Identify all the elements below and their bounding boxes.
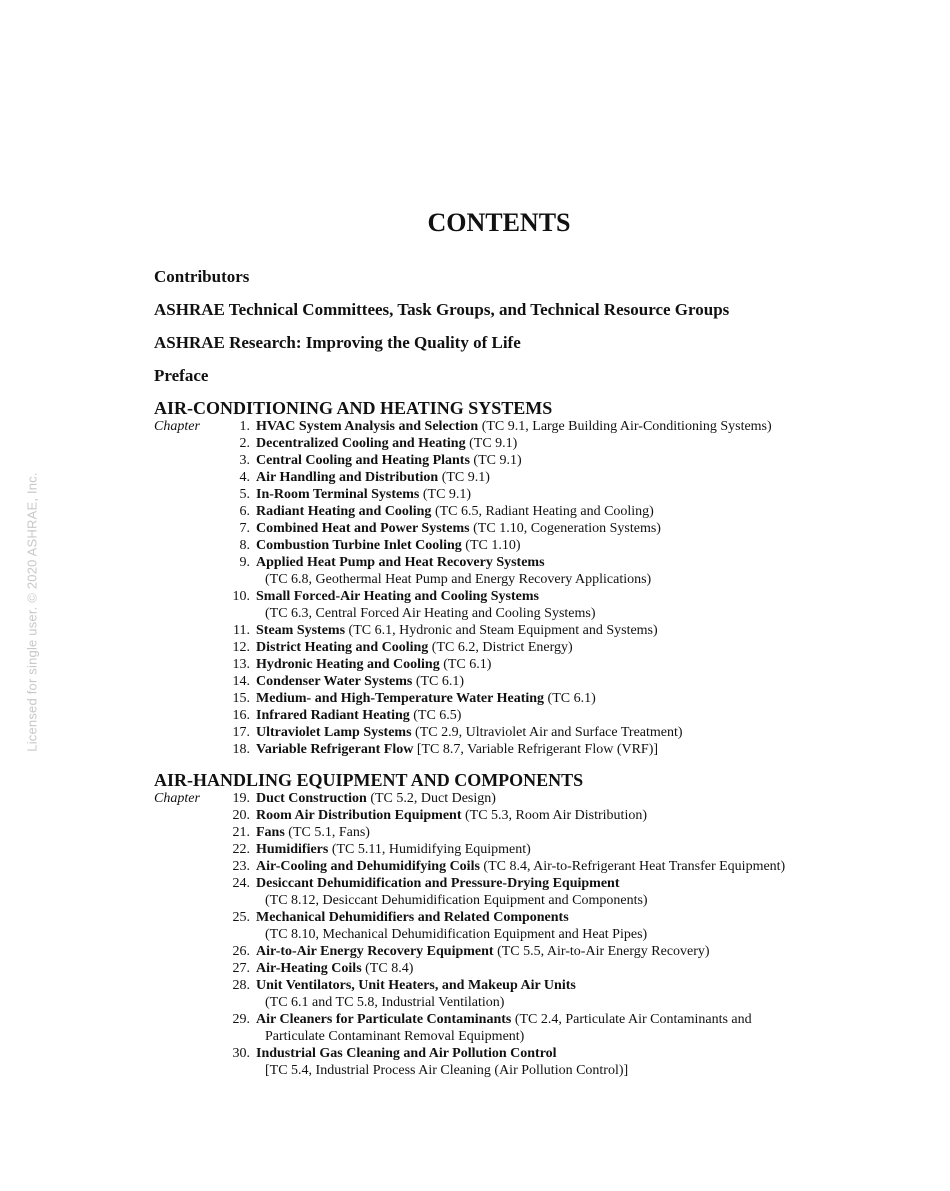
- chapter-title[interactable]: Humidifiers: [256, 842, 329, 857]
- sections-container: [154, 398, 934, 1079]
- chapter-title[interactable]: Fans: [256, 825, 285, 840]
- chapter-entry[interactable]: [154, 690, 934, 707]
- toc-section: [154, 398, 934, 758]
- chapter-body: [256, 554, 934, 588]
- chapter-number: 10.: [232, 589, 250, 604]
- chapter-title[interactable]: Central Cooling and Heating Plants: [256, 453, 470, 468]
- chapter-committee-note: (TC 6.5): [409, 708, 462, 723]
- chapter-body: [256, 858, 934, 875]
- chapter-number: 8.: [239, 538, 250, 553]
- chapter-committee-note: (TC 5.5, Air-to-Air Energy Recovery): [493, 944, 710, 959]
- chapter-committee-note: (TC 8.4): [361, 961, 414, 976]
- chapter-entry[interactable]: [154, 1011, 934, 1045]
- chapter-body: [256, 520, 934, 537]
- chapter-number: 24.: [232, 876, 250, 891]
- chapter-entry[interactable]: [154, 977, 934, 1011]
- chapter-number: 1.: [239, 419, 250, 434]
- chapter-body: [256, 452, 934, 469]
- chapter-number: 18.: [232, 742, 250, 757]
- chapter-title[interactable]: Hydronic Heating and Cooling: [256, 657, 440, 672]
- chapter-number: 2.: [239, 436, 250, 451]
- chapter-entry[interactable]: [154, 435, 934, 452]
- chapter-title[interactable]: Ultraviolet Lamp Systems: [256, 725, 412, 740]
- chapter-committee-note: (TC 6.1): [412, 674, 465, 689]
- chapter-body: [256, 418, 934, 435]
- chapter-entry[interactable]: [154, 724, 934, 741]
- license-watermark: Licensed for single user. © 2020 ASHRAE, Inc.: [24, 472, 40, 752]
- chapter-label: Chapter: [154, 791, 200, 806]
- chapter-title[interactable]: Combined Heat and Power Systems: [256, 521, 470, 536]
- chapter-body: [256, 690, 934, 707]
- chapter-committee-note: (TC 6.2, District Energy): [428, 640, 573, 655]
- chapter-committee-note-continued: (TC 6.8, Geothermal Heat Pump and Energy Recovery Applications): [265, 572, 652, 587]
- chapter-committee-note-continued: (TC 6.1 and TC 5.8, Industrial Ventilation): [265, 995, 505, 1010]
- chapter-title[interactable]: Desiccant Dehumidification and Pressure-Drying Equipment: [256, 876, 620, 891]
- chapter-body: [256, 909, 934, 943]
- chapter-title[interactable]: Air-Cooling and Dehumidifying Coils: [256, 859, 480, 874]
- chapter-entry[interactable]: [154, 418, 934, 435]
- chapter-committee-note: (TC 9.1): [465, 436, 518, 451]
- front-matter-list: [154, 266, 934, 398]
- chapter-body: [256, 486, 934, 503]
- chapter-entry[interactable]: [154, 707, 934, 724]
- chapter-entry[interactable]: [154, 1045, 934, 1079]
- chapter-body: [256, 707, 934, 724]
- chapter-number: 17.: [232, 725, 250, 740]
- table-of-contents: [154, 266, 934, 1079]
- chapter-title[interactable]: In-Room Terminal Systems: [256, 487, 420, 502]
- chapter-number: 20.: [232, 808, 250, 823]
- chapter-number: 14.: [232, 674, 250, 689]
- chapter-title[interactable]: Air Cleaners for Particulate Contaminants: [256, 1012, 512, 1027]
- chapter-number: 29.: [232, 1012, 250, 1027]
- chapter-committee-note: (TC 2.9, Ultraviolet Air and Surface Treatment): [411, 725, 683, 740]
- chapter-committee-note: (TC 6.5, Radiant Heating and Cooling): [431, 504, 654, 519]
- chapter-title[interactable]: Medium- and High-Temperature Water Heating: [256, 691, 545, 706]
- chapter-number: 28.: [232, 978, 250, 993]
- chapter-title[interactable]: Radiant Heating and Cooling: [256, 504, 432, 519]
- toc-section: [154, 770, 934, 1079]
- chapter-body: [256, 790, 934, 807]
- chapter-committee-note: (TC 9.1): [419, 487, 472, 502]
- chapter-title[interactable]: Combustion Turbine Inlet Cooling: [256, 538, 462, 553]
- chapter-number: 25.: [232, 910, 250, 925]
- chapter-committee-note: (TC 8.4, Air-to-Refrigerant Heat Transfer Equipment): [479, 859, 786, 874]
- chapter-entry[interactable]: [154, 520, 934, 537]
- chapter-entry[interactable]: [154, 858, 934, 875]
- chapter-number: 26.: [232, 944, 250, 959]
- chapter-entry[interactable]: [154, 639, 934, 656]
- chapter-number: 22.: [232, 842, 250, 857]
- chapter-number: 21.: [232, 825, 250, 840]
- chapter-title[interactable]: Condenser Water Systems: [256, 674, 413, 689]
- chapter-number: 3.: [239, 453, 250, 468]
- chapter-number: 11.: [233, 623, 250, 638]
- chapter-body: [256, 807, 934, 824]
- front-matter-research[interactable]: ASHRAE Research: Improving the Quality of Life: [154, 333, 521, 352]
- chapter-title[interactable]: Steam Systems: [256, 623, 346, 638]
- chapter-body: [256, 841, 934, 858]
- chapter-entry[interactable]: [154, 790, 934, 807]
- chapter-committee-note: (TC 6.1): [439, 657, 492, 672]
- chapter-number: 9.: [239, 555, 250, 570]
- chapter-title[interactable]: Decentralized Cooling and Heating: [256, 436, 466, 451]
- chapter-title[interactable]: Infrared Radiant Heating: [256, 708, 410, 723]
- chapter-number: 27.: [232, 961, 250, 976]
- page-title: CONTENTS: [427, 208, 571, 237]
- chapter-body: [256, 537, 934, 554]
- chapter-title[interactable]: Air-to-Air Energy Recovery Equipment: [256, 944, 494, 959]
- chapter-number: 13.: [232, 657, 250, 672]
- chapter-entry[interactable]: [154, 960, 934, 977]
- chapter-entry[interactable]: [154, 841, 934, 858]
- chapter-number: 4.: [239, 470, 250, 485]
- chapter-committee-note-continued: (TC 6.3, Central Forced Air Heating and Cooling Systems): [265, 606, 596, 621]
- chapter-title[interactable]: District Heating and Cooling: [256, 640, 429, 655]
- chapter-committee-note: (TC 5.1, Fans): [284, 825, 370, 840]
- chapter-label: Chapter: [154, 419, 200, 434]
- chapter-body: [256, 435, 934, 452]
- chapter-entry[interactable]: [154, 909, 934, 943]
- chapter-entry[interactable]: [154, 452, 934, 469]
- chapter-entry[interactable]: [154, 622, 934, 639]
- chapter-title[interactable]: Unit Ventilators, Unit Heaters, and Makeup Air Units: [256, 978, 576, 993]
- chapter-title[interactable]: Variable Refrigerant Flow: [256, 742, 414, 757]
- chapter-committee-note: (TC 6.1): [544, 691, 596, 706]
- chapter-committee-note: (TC 1.10, Cogeneration Systems): [469, 521, 661, 536]
- chapter-entry[interactable]: [154, 554, 934, 588]
- chapter-entry[interactable]: [154, 824, 934, 841]
- chapter-committee-note: (TC 2.4, Particulate Air Contaminants and: [511, 1012, 752, 1027]
- chapter-committee-note: (TC 9.1, Large Building Air-Conditioning Systems): [478, 419, 772, 434]
- front-matter-technical-committees[interactable]: ASHRAE Technical Committees, Task Groups, and Technical Resource Groups: [154, 300, 730, 319]
- chapter-entry[interactable]: [154, 588, 934, 622]
- chapter-body: [256, 1011, 934, 1045]
- chapter-committee-note-continued: (TC 8.10, Mechanical Dehumidification Equipment and Heat Pipes): [265, 927, 648, 942]
- chapter-number: 16.: [232, 708, 250, 723]
- chapter-title[interactable]: Mechanical Dehumidifiers and Related Components: [256, 910, 569, 925]
- chapter-entry[interactable]: [154, 807, 934, 824]
- chapter-body: [256, 622, 934, 639]
- chapter-entry[interactable]: [154, 503, 934, 520]
- chapter-title[interactable]: Industrial Gas Cleaning and Air Pollution Control: [256, 1046, 557, 1061]
- chapter-entry[interactable]: [154, 943, 934, 960]
- chapter-committee-note: (TC 6.1, Hydronic and Steam Equipment and Systems): [345, 623, 658, 638]
- chapter-number: 12.: [232, 640, 250, 655]
- chapter-entry[interactable]: [154, 486, 934, 503]
- chapter-entry[interactable]: [154, 469, 934, 486]
- chapter-number: 6.: [239, 504, 250, 519]
- chapter-body: [256, 639, 934, 656]
- section-heading: AIR-HANDLING EQUIPMENT AND COMPONENTS: [154, 770, 584, 790]
- chapter-title[interactable]: HVAC System Analysis and Selection: [256, 419, 479, 434]
- chapter-entry[interactable]: [154, 656, 934, 673]
- front-matter-contributors[interactable]: Contributors: [154, 267, 250, 286]
- chapter-entry[interactable]: [154, 875, 934, 909]
- chapter-body: [256, 673, 934, 690]
- chapter-entry[interactable]: [154, 673, 934, 690]
- chapter-number: 30.: [232, 1046, 250, 1061]
- chapter-body: [256, 875, 934, 909]
- front-matter-preface[interactable]: Preface: [154, 366, 209, 385]
- chapter-entry[interactable]: [154, 741, 934, 758]
- chapter-title[interactable]: Air Handling and Distribution: [256, 470, 439, 485]
- chapter-body: [256, 1045, 934, 1079]
- chapter-number: 5.: [239, 487, 250, 502]
- section-heading: AIR-CONDITIONING AND HEATING SYSTEMS: [154, 398, 553, 418]
- chapter-number: 15.: [232, 691, 250, 706]
- chapter-body: [256, 656, 934, 673]
- chapter-title[interactable]: Small Forced-Air Heating and Cooling Systems: [256, 589, 539, 604]
- chapter-title[interactable]: Applied Heat Pump and Heat Recovery Systems: [256, 555, 545, 570]
- chapter-committee-note: (TC 9.1): [438, 470, 490, 485]
- chapter-body: [256, 741, 934, 758]
- chapter-committee-note: (TC 5.11, Humidifying Equipment): [328, 842, 531, 857]
- chapter-body: [256, 943, 934, 960]
- chapter-body: [256, 503, 934, 520]
- chapter-body: [256, 588, 934, 622]
- chapter-title[interactable]: Duct Construction: [256, 791, 367, 806]
- chapter-committee-note-continued: Particulate Contaminant Removal Equipment): [265, 1029, 525, 1044]
- chapter-committee-note: [TC 8.7, Variable Refrigerant Flow (VRF)]: [413, 742, 659, 757]
- chapter-body: [256, 824, 934, 841]
- chapter-committee-note: (TC 9.1): [469, 453, 522, 468]
- chapter-committee-note: (TC 5.2, Duct Design): [366, 791, 496, 806]
- chapter-title[interactable]: Room Air Distribution Equipment: [256, 808, 462, 823]
- chapter-entry[interactable]: [154, 537, 934, 554]
- chapter-number: 7.: [239, 521, 250, 536]
- chapter-committee-note: (TC 5.3, Room Air Distribution): [461, 808, 647, 823]
- chapter-body: [256, 724, 934, 741]
- chapter-committee-note-continued: (TC 8.12, Desiccant Dehumidification Equipment and Components): [265, 893, 648, 908]
- chapter-number: 19.: [232, 791, 250, 806]
- chapter-body: [256, 977, 934, 1011]
- chapter-number: 23.: [232, 859, 250, 874]
- chapter-committee-note: (TC 1.10): [461, 538, 521, 553]
- chapter-body: [256, 960, 934, 977]
- chapter-title[interactable]: Air-Heating Coils: [256, 961, 362, 976]
- chapter-committee-note-continued: [TC 5.4, Industrial Process Air Cleaning (Air Pollution Control)]: [265, 1063, 629, 1078]
- chapter-body: [256, 469, 934, 486]
